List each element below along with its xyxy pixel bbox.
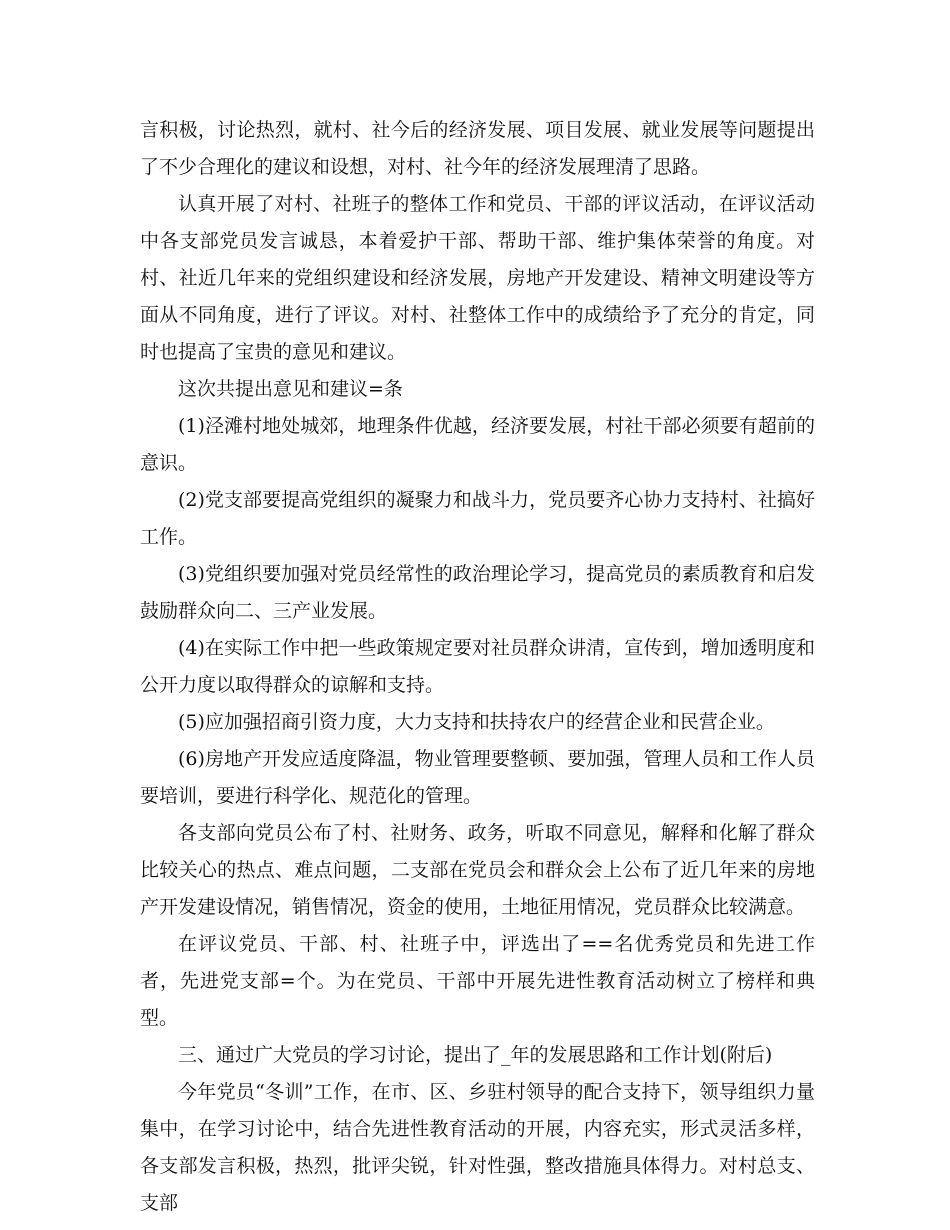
section-heading-3: 三、通过广大党员的学习讨论，提出了_年的发展思路和工作计划(附后)	[178, 1044, 773, 1066]
paragraph-continuation: 言积极，讨论热烈，就村、社今后的经济发展、项目发展、就业发展等问题提出了不少合理化的建议和设想，对村、社今年的经济发展理清了思路。	[140, 119, 815, 178]
suggestion-item-4: (4)在实际工作中把一些政策规定要对社员群众讲清，宣传到，增加透明度和公开力度以取得群众的谅解和支持。	[140, 637, 815, 696]
suggestion-item-5: (5)应加强招商引资力度，大力支持和扶持农户的经营企业和民营企业。	[178, 711, 775, 733]
paragraph-review-activity: 认真开展了对村、社班子的整体工作和党员、干部的评议活动，在评议活动中各支部党员发言诚恳，本着爱护干部、帮助干部、维护集体荣誉的角度。对村、社近几年来的党组织建设和经济发展，房地产开发建设、精神文明建设等方面从不同角度，进行了评议。对村、社整体工作中的成绩给予了充分的肯定，同时也提高了宝贵的意见和建议。	[140, 193, 815, 363]
suggestion-item-6: (6)房地产开发应适度降温，物业管理要整顿、要加强，管理人员和工作人员要培训，要进行科学化、规范化的管理。	[140, 748, 815, 807]
paragraph-winter-training: 今年党员“冬训”工作，在市、区、乡驻村领导的配合支持下，领导组织力量集中，在学习讨论中，结合先进性教育活动的开展，内容充实，形式灵活多样，各支部发言积极，热烈，批评尖锐，针对性强，整改措施具体得力。对村总支、支部	[140, 1081, 815, 1214]
suggestion-item-1: (1)泾滩村地处城郊，地理条件优越，经济要发展，村社干部必须要有超前的意识。	[140, 415, 815, 474]
document-page	[140, 112, 815, 1222]
paragraph-evaluation: 在评议党员、干部、村、社班子中，评选出了==名优秀党员和先进工作者，先进党支部=个。为在党员、干部中开展先进性教育活动树立了榜样和典型。	[140, 933, 815, 1029]
paragraph-suggestions-count: 这次共提出意见和建议=条	[178, 378, 403, 400]
paragraph-disclosure: 各支部向党员公布了村、社财务、政务，听取不同意见，解释和化解了群众比较关心的热点、难点问题，二支部在党员会和群众会上公布了近几年来的房地产开发建设情况，销售情况，资金的使用，土地征用情况，党员群众比较满意。	[140, 822, 815, 918]
suggestion-item-2: (2)党支部要提高党组织的凝聚力和战斗力，党员要齐心协力支持村、社搞好工作。	[140, 489, 815, 548]
suggestion-item-3: (3)党组织要加强对党员经常性的政治理论学习，提高党员的素质教育和启发鼓励群众向二、三产业发展。	[140, 563, 815, 622]
